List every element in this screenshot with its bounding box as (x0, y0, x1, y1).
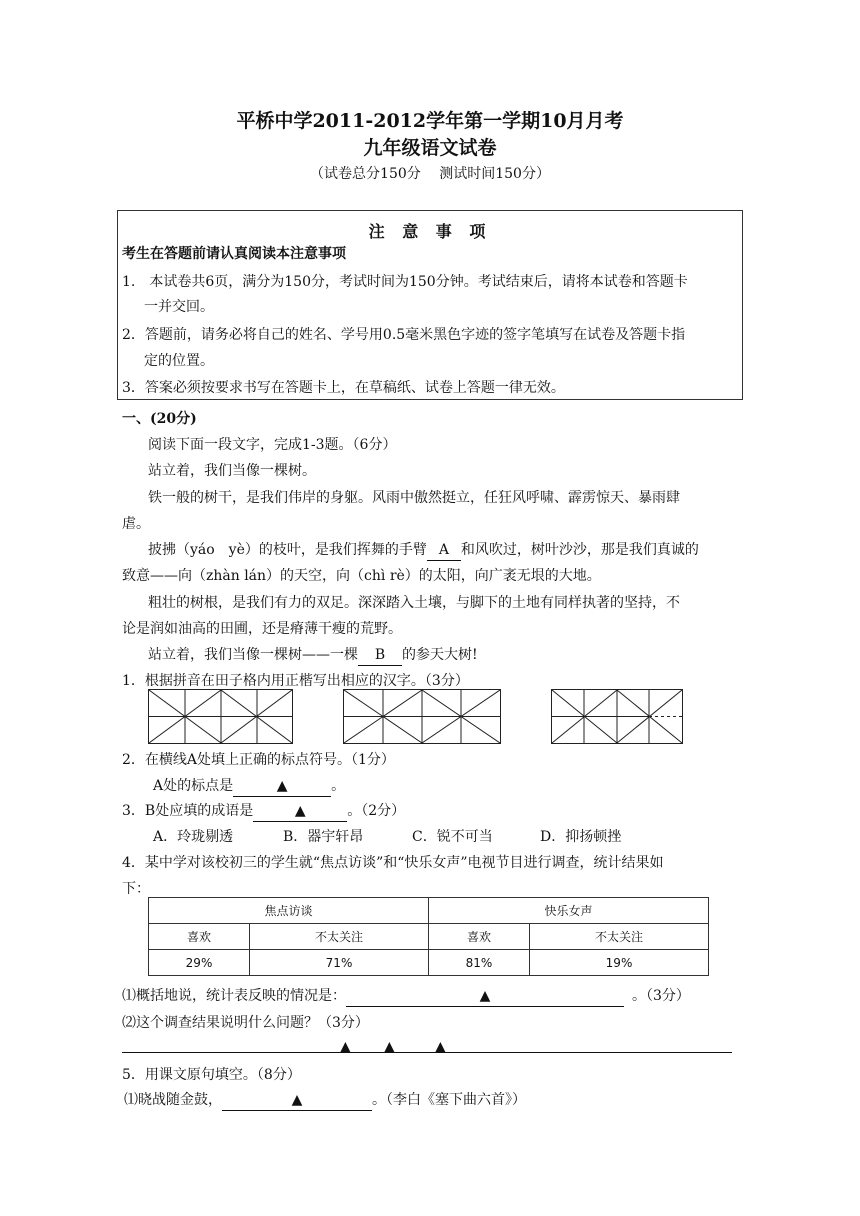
answer-marker-q4-2a: ▲ (340, 1039, 351, 1055)
tianzige-grid-3-lines (552, 690, 682, 743)
question-4-cont: 下： (122, 881, 150, 897)
passage-p4: 粗壮的树根，是我们有力的双足。深深踏入土壤，与脚下的土地有同样执著的坚持，不 (148, 595, 680, 611)
answer-marker-q4-2c: ▲ (435, 1039, 446, 1055)
passage-p1: 站立着，我们当像一棵树。 (148, 463, 316, 479)
answer-marker-q2: ▲ (276, 778, 288, 794)
table-row (149, 950, 709, 976)
table-subheader: 喜欢 (149, 924, 250, 950)
blank-a: A (427, 540, 461, 561)
passage-p5-pre: 站立着，我们当像一棵树——一棵 (148, 647, 358, 663)
passage-p5 (148, 645, 478, 666)
reading-intro: 阅读下面一段文字，完成1-3题。（6分） (148, 437, 397, 453)
passage-p3-cont: 致意——向（zhàn lán）的天空，向（chì rè）的太阳，向广袤无垠的大地。 (122, 568, 601, 584)
question-4-sub1-post: 。（3分） (632, 988, 690, 1004)
tianzige-grid-1-lines (149, 690, 292, 743)
question-2-answer-end: 。 (331, 778, 346, 794)
survey-table (148, 897, 709, 976)
table-row (149, 898, 709, 924)
answer-marker-q3: ▲ (294, 803, 306, 819)
passage-p4-cont: 论是润如油高的田圃，还是瘠薄干瘦的荒野。 (122, 621, 402, 637)
answer-line-q5-1[interactable] (222, 1090, 372, 1111)
question-1: 1．根据拼音在田子格内用正楷写出相应的汉字。（3分） (122, 673, 469, 689)
notice-item-2: 2．答题前，请务必将自己的姓名、学号用0.5毫米黑色字迹的签字笔填写在试卷及答题卡指 (122, 327, 686, 343)
tianzige-grid-2-lines (344, 690, 500, 743)
question-3-option-a[interactable]: A．玲珑剔透 (153, 829, 234, 845)
question-3-pre: 3．B处应填的成语是 (122, 803, 254, 819)
question-4-sub1 (122, 986, 690, 1007)
passage-p3 (148, 540, 699, 561)
question-2-answer-label: A处的标点是 (153, 778, 234, 794)
exam-subtitle-grade: 九年级语文试卷 (363, 137, 497, 159)
question-4-sub1-pre: ⑴概括地说，统计表反映的情况是： (122, 988, 346, 1004)
question-4-sub2: ⑵这个调查结果说明什么问题？（3分） (122, 1015, 369, 1031)
question-5-line-1 (124, 1090, 526, 1111)
passage-p3-pre: 披拂（yáo yè）的枝叶，是我们挥舞的手臂 (148, 542, 427, 558)
exam-score-time: （试卷总分150分 测试时间150分） (310, 166, 550, 182)
table-subheader: 不太关注 (250, 924, 429, 950)
tianzige-grid-1[interactable] (148, 689, 293, 744)
tianzige-grid-3[interactable] (551, 689, 683, 744)
answer-line-q3[interactable] (253, 801, 347, 822)
answer-marker-q4-1: ▲ (479, 988, 491, 1004)
question-2-answer (153, 776, 345, 797)
passage-p5-post: 的参天大树! (402, 647, 478, 663)
passage-p3-post: 和风吹过，树叶沙沙，那是我们真诚的 (460, 542, 699, 558)
answer-line-q2[interactable] (233, 776, 331, 797)
notice-lead: 考生在答题前请认真阅读本注意事项 (122, 246, 346, 262)
table-group-header: 焦点访谈 (149, 898, 429, 924)
table-cell: 19% (530, 950, 709, 976)
notice-item-3: 3．答案必须按要求书写在答题卡上，在草稿纸、试卷上答题一律无效。 (122, 380, 565, 396)
question-3-option-d[interactable]: D．抑扬顿挫 (540, 829, 622, 845)
notice-item-1: 1. 本试卷共6页，满分为150分，考试时间为150分钟。考试结束后，请将本试卷和答题卡 (122, 274, 688, 290)
passage-p2: 铁一般的树干，是我们伟岸的身躯。风雨中傲然挺立，任狂风呼啸、霹雳惊天、暴雨肆 (148, 490, 680, 506)
question-3-post: 。（2分） (347, 803, 406, 819)
table-subheader: 不太关注 (530, 924, 709, 950)
table-cell: 29% (149, 950, 250, 976)
table-cell: 81% (428, 950, 529, 976)
answer-marker-q4-2b: ▲ (384, 1039, 395, 1055)
question-4: 4．某中学对该校初三的学生就“焦点访谈”和“快乐女声”电视节目进行调查，统计结果如 (122, 855, 664, 871)
notice-item-2-cont: 定的位置。 (144, 353, 214, 369)
question-3 (122, 801, 405, 822)
passage-p2-cont: 虐。 (122, 516, 150, 532)
notice-item-1-cont: 一并交回。 (144, 299, 214, 315)
answer-line-q4-2[interactable] (122, 1052, 732, 1053)
question-5-line-1-pre: ⑴晓战随金鼓， (124, 1092, 222, 1108)
notice-heading: 注 意 事 项 (368, 222, 492, 241)
tianzige-grid-2[interactable] (343, 689, 501, 744)
answer-marker-q5-1: ▲ (291, 1092, 303, 1108)
question-3-option-b[interactable]: B．器宇轩昂 (283, 829, 364, 845)
question-2: 2．在横线A处填上正确的标点符号。（1分） (122, 752, 395, 768)
question-5: 5．用课文原句填空。（8分） (122, 1067, 301, 1083)
table-row (149, 924, 709, 950)
question-5-line-1-post: 。（李白《塞下曲六首》） (372, 1092, 526, 1108)
answer-line-q4-1[interactable] (346, 986, 624, 1007)
table-group-header: 快乐女声 (428, 898, 708, 924)
section-heading: 一、(20分) (122, 411, 197, 427)
question-3-option-c[interactable]: C．锐不可当 (412, 829, 493, 845)
table-subheader: 喜欢 (428, 924, 529, 950)
exam-title: 平桥中学2011-2012学年第一学期10月月考 (236, 110, 624, 132)
table-cell: 71% (250, 950, 429, 976)
blank-b: B (358, 645, 402, 666)
